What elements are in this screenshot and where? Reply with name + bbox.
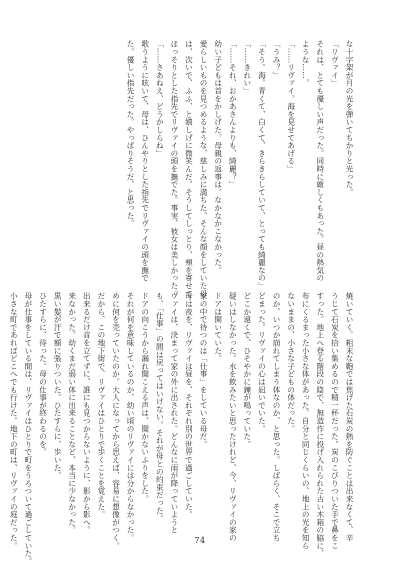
text-line: うじて石炭を拾い集めるので精一杯だった。炭のこびりついた手で鼻をこ — [330, 292, 340, 550]
text-line: 「……さあねえ、どうかしらね」 — [155, 40, 165, 157]
text-line: 幼い子どもは首をかしげた。母親の返事は、なかなかこなかった。 — [213, 40, 223, 274]
text-line: 疑いはしなかった。水を飲みたいと思ったけれど、今、リヴァイの家の — [228, 292, 238, 542]
text-line: 家の中で待つのは「仕事」をしている母だ。 — [199, 292, 209, 448]
text-line: ような……。 — [301, 40, 311, 87]
text-line: 黒い髪が汗で額に張りついた。ひたすらに、歩いた。 — [53, 292, 63, 480]
text-line: た。優しい指先だった。やっぱりそうだ、と思った。 — [126, 40, 136, 228]
text-block-top — [41, 40, 356, 298]
text-line: めに何を売っていたのか。大人になってから思えば、容易に想像がつく。 — [111, 292, 121, 550]
text-line: どこか遠くで、ひそやかに鐘が鳴っていた。 — [242, 292, 252, 448]
text-line: 小さな町であればどこへでも行けた。地下の町は、リヴァイの庭だった。 — [9, 292, 19, 550]
text-line: 布にくるまった小さな体があった。自分と同じくらいの、地上の光を知ら — [301, 292, 311, 550]
text-line: 「……それ、おかあさんよりも、綺麗？」 — [228, 40, 238, 189]
text-line: のか、いつか崩れてしまう体なのか、と思った。しばらく、そこで立ち — [272, 292, 282, 542]
text-line: も、「仕事」の間は戻ってはいけない。それが母との約束だった。 — [155, 292, 165, 523]
text-line: どまった。リヴァイの心は凪いでいた。 — [257, 292, 267, 433]
text-line: 「そう。海。青くて、白くて、きらきらしていて、とっても綺麗なの」 — [257, 40, 267, 290]
text-line: は、次いで、ふふ、と嬉しげに微笑んだ。そうしてしっとり、頬を寄せて — [184, 40, 194, 298]
text-line: 愛らしいものを見つめるような、慈しみに満ちた、そんな顔をしていた母 — [199, 40, 209, 298]
text-line: 「……リヴァイ。海を見せてあげる」 — [286, 40, 296, 173]
text-line: 「うみ？」 — [272, 40, 282, 79]
text-line: 焼いていく。粗末な鞄では焦げた石炭の熱を防ぐことは出来なくて、辛 — [345, 292, 354, 542]
text-line: 「……きれい」 — [242, 40, 252, 95]
text-line: 来なかった。幼くまだ弱い体に出来ることなど、本当に少なかった。 — [67, 292, 77, 534]
text-line: すった。地上へ登る階段の陰で、無造作に投げ入れられた古い木箱の脇に、 — [315, 292, 325, 558]
text-line: だから、この地下街で、リヴァイはひとりで歩くことを覚えた。 — [96, 292, 106, 519]
text-line: それが何を意味しているのか、幼い頃のリヴァイには分からなかった。 — [126, 292, 136, 542]
text-line: それは、とても優しい声だった。同時に厳しくもあった。昼の熱気の — [315, 40, 325, 282]
text-line: 出来るだけ音を立てずに、誰にも見つからないように、影から影へ。 — [82, 292, 92, 534]
page-number: 74 — [194, 536, 206, 545]
text-line: ないままの、小さな子どもの体だった。 — [286, 292, 296, 433]
text-line: ひたすらに、待った。母の仕事が終わるのを。 — [38, 292, 48, 456]
text-line: 歌うように呟いて、母は、ひんやりとした指先でリヴァイの頭を撫で — [140, 40, 150, 282]
text-line: 母が仕事をしている間は、リヴァイはひとりで町をうろついて過ごしていた。 — [23, 292, 33, 565]
text-line: ほっそりとした指先でリヴァイの頭を撫でた。事実、彼女は美しかった。 — [169, 40, 179, 298]
text-line: ドアの向こうから漏れ聞こえる声は、聞かないふりをした。 — [140, 292, 150, 503]
text-line: 「リヴァイ」 — [330, 40, 340, 87]
text-line: な十字架が月の光を弾いてちかりと光った。 — [345, 40, 354, 196]
text-line: ヴァイは、決まって家の外に出された。どんなに雨が降っていようと — [169, 292, 179, 534]
text-line: 母は夜を、リヴァイは昼を、それぞれ別の世界で過ごしていた。 — [184, 292, 194, 519]
text-line: ドアは開いていた。 — [213, 292, 223, 363]
